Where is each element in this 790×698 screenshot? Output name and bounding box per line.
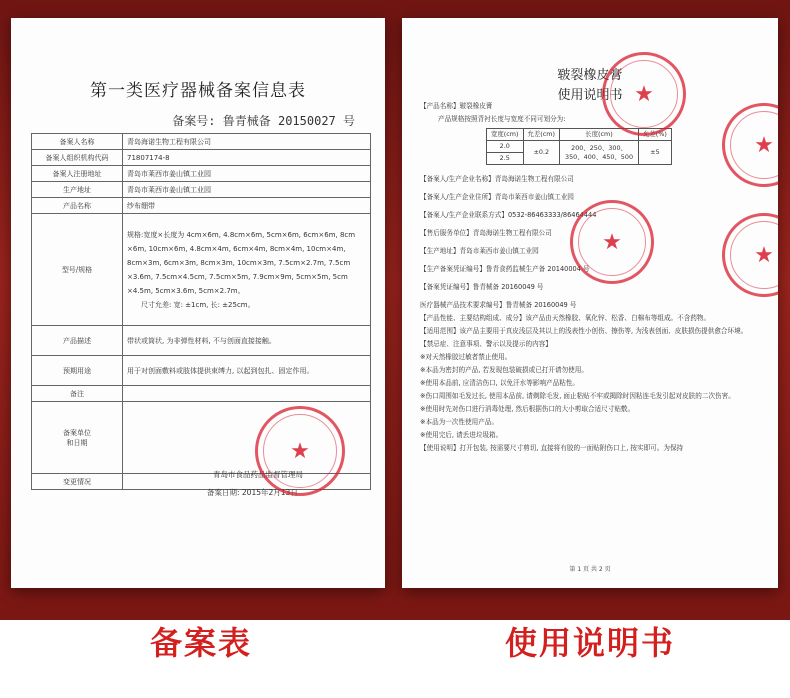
instruction-line: 【备案人/生产企业联系方式】0532-86463333/86464444 (420, 211, 597, 219)
instruction-line: 【售后服务单位】青岛海诺生物工程有限公司 (420, 229, 552, 237)
row-label: 备注 (32, 386, 123, 402)
instruction-line: ※伤口周围如毛发过长, 使用本品前, 请剃除毛发, 面止粘贴不牢或揭除时因粘连毛发引起对皮肤的二次伤害。 (420, 392, 735, 400)
instruction-line: ※使用本品前, 应清洁伤口, 以免汗水等影响产品粘性。 (420, 379, 579, 387)
row-label: 生产地址 (32, 182, 123, 198)
spec-line: ×3.6m, 7.5cm×4.5cm, 7.5cm×5m, 7.9cm×9m, 5cm×5m, 5cm (127, 272, 348, 281)
instruction-line: 【禁忌症、注意事项、警示以及提示的内容】 (420, 340, 552, 348)
instruction-line: 【使用说明】打开包装, 按需要尺寸剪切, 直接将有胶的一面贴附伤口上, 按实即可。为保持 (420, 444, 684, 452)
record-form-title: 第一类医疗器械备案信息表 (90, 81, 306, 101)
instruction-line: ※使用完后, 请丢进垃圾箱。 (420, 431, 503, 439)
spec-line: 8cm×3m, 6cm×3m, 8cm×3m, 10cm×3m, 7.5cm×2.7m, 7.5cm (127, 258, 351, 267)
spec-cell: 2.0 (487, 141, 524, 153)
table-row (32, 150, 371, 166)
sign-org: 青岛市食品药品监督管理局 (213, 470, 303, 479)
spec-cell: ±0.2 (523, 141, 560, 165)
instruction-line: 【产品性能、主要结构组成、成分】该产品由天然橡胶、氧化锌、松香、白棉布等组成。不含药物。 (420, 314, 711, 322)
row-value: 71807174-8 (123, 150, 371, 166)
instructions-product-title: 皲裂橡皮膏 (557, 68, 623, 83)
caption-instructions: 使用说明书 (505, 624, 676, 662)
row-value: 青岛海诺生物工程有限公司 (123, 134, 371, 150)
spec-cell (123, 214, 371, 326)
spec-line: 规格:宽度×长度为 4cm×6m, 4.8cm×6m, 5cm×6m, 6cm×6m, 8cm (127, 230, 356, 239)
spec-cell: ±5 (639, 141, 672, 165)
instruction-line: 医疗器械产品技术要求编号】鲁青械备 20160049 号 (420, 301, 577, 309)
row-label: 型号/规格 (32, 214, 123, 326)
row-label: 备案单位 和日期 (32, 402, 123, 474)
spec-header-cell: 宽度(cm) (487, 129, 524, 141)
record-number: 备案号: 鲁青械备 20150027 号 (172, 114, 355, 128)
spec-cell: 200、250、300、350、400、450、500 (560, 141, 639, 165)
row-label: 预期用途 (32, 356, 123, 386)
page-number: 第 1 页 共 2 页 (569, 566, 611, 573)
row-label: 备案人组织机构代码 (32, 150, 123, 166)
instructions-document (402, 18, 778, 588)
row-value: 用于对创面敷料或肢体提供束缚力, 以起到包扎、固定作用。 (123, 356, 371, 386)
instruction-line: ※使用时先对伤口进行消毒处理, 然后根据伤口的大小剪取合适尺寸贴敷。 (420, 405, 635, 413)
instruction-line: ※对天然橡胶过敏者禁止使用。 (420, 353, 512, 361)
company-seal-stamp: ★ (722, 103, 778, 187)
row-label: 产品描述 (32, 326, 123, 356)
row-label: 变更情况 (32, 474, 123, 490)
product-name-line: 【产品名称】皲裂橡皮膏 (420, 102, 493, 110)
row-label: 备案人注册地址 (32, 166, 123, 182)
spec-cell: 2.5 (487, 153, 524, 165)
table-row (32, 198, 371, 214)
sign-date: 备案日期: 2015年2月13日 (207, 488, 298, 497)
table-row (32, 356, 371, 386)
company-seal-stamp: ★ (602, 52, 686, 136)
row-value: 青岛市莱西市姜山镇工业园 (123, 166, 371, 182)
instruction-line: 【适用范围】该产品主要用于真皮浅层及其以上的浅表性小创伤、擦伤等, 为浅表创面、皮肤损伤提供愈合环境。 (420, 327, 748, 335)
row-value: 青岛市莱西市姜山镇工业园 (123, 182, 371, 198)
row-label: 备案人名称 (32, 134, 123, 150)
spec-header-cell: 长度(cm) (560, 129, 639, 141)
caption-record-form: 备案表 (150, 624, 253, 662)
spec-header-cell: 允差(%) (639, 129, 672, 141)
table-row (32, 166, 371, 182)
instruction-line: 【生产备案凭证编号】鲁青食药监械生产备 20140004 号 (420, 265, 590, 273)
record-form-document (11, 18, 385, 588)
table-row (32, 134, 371, 150)
instruction-line: ※本品为一次性使用产品。 (420, 418, 499, 426)
row-label: 产品名称 (32, 198, 123, 214)
company-seal-stamp: ★ (722, 213, 778, 297)
spec-line: ×4.5m, 5cm×3.6m, 5cm×2.7m。 (127, 286, 245, 295)
table-row (32, 214, 371, 326)
instruction-line: 【备案凭证编号】鲁青械备 20160049 号 (420, 283, 544, 291)
spec-line: 尺寸允差: 宽: ±1cm, 长: ±25cm。 (141, 300, 255, 309)
row-value: 带状或筒状, 为非弹性材料, 不与创面直接接触。 (123, 326, 371, 356)
spec-table-row (487, 141, 672, 153)
instructions-title: 使用说明书 (557, 88, 623, 103)
official-seal-stamp: ★ (255, 406, 345, 496)
instruction-line: 【生产地址】青岛市莱西市姜山镇工业园 (420, 247, 539, 255)
table-row (32, 326, 371, 356)
table-row (32, 386, 371, 402)
company-seal-stamp: ★ (570, 200, 654, 284)
instruction-line: 【备案人/生产企业住所】青岛市莱西市姜山镇工业园 (420, 193, 574, 201)
table-row (32, 182, 371, 198)
instructions-body (420, 102, 764, 457)
instruction-line: 【备案人/生产企业名称】青岛海诺生物工程有限公司 (420, 175, 574, 183)
row-value: 纱布绷带 (123, 198, 371, 214)
spec-header-cell: 允差(cm) (523, 129, 560, 141)
row-value (123, 386, 371, 402)
instruction-line: ※本品为密封的产品, 若发现包装破损或已打开请勿使用。 (420, 366, 588, 374)
spec-intro: 产品规格按照背衬长度与宽度不同可划分为: (438, 115, 566, 123)
spec-line: ×6m, 10cm×6m, 4.8cm×4m, 6cm×4m, 8cm×4m, 10cm×4m, (127, 244, 346, 253)
